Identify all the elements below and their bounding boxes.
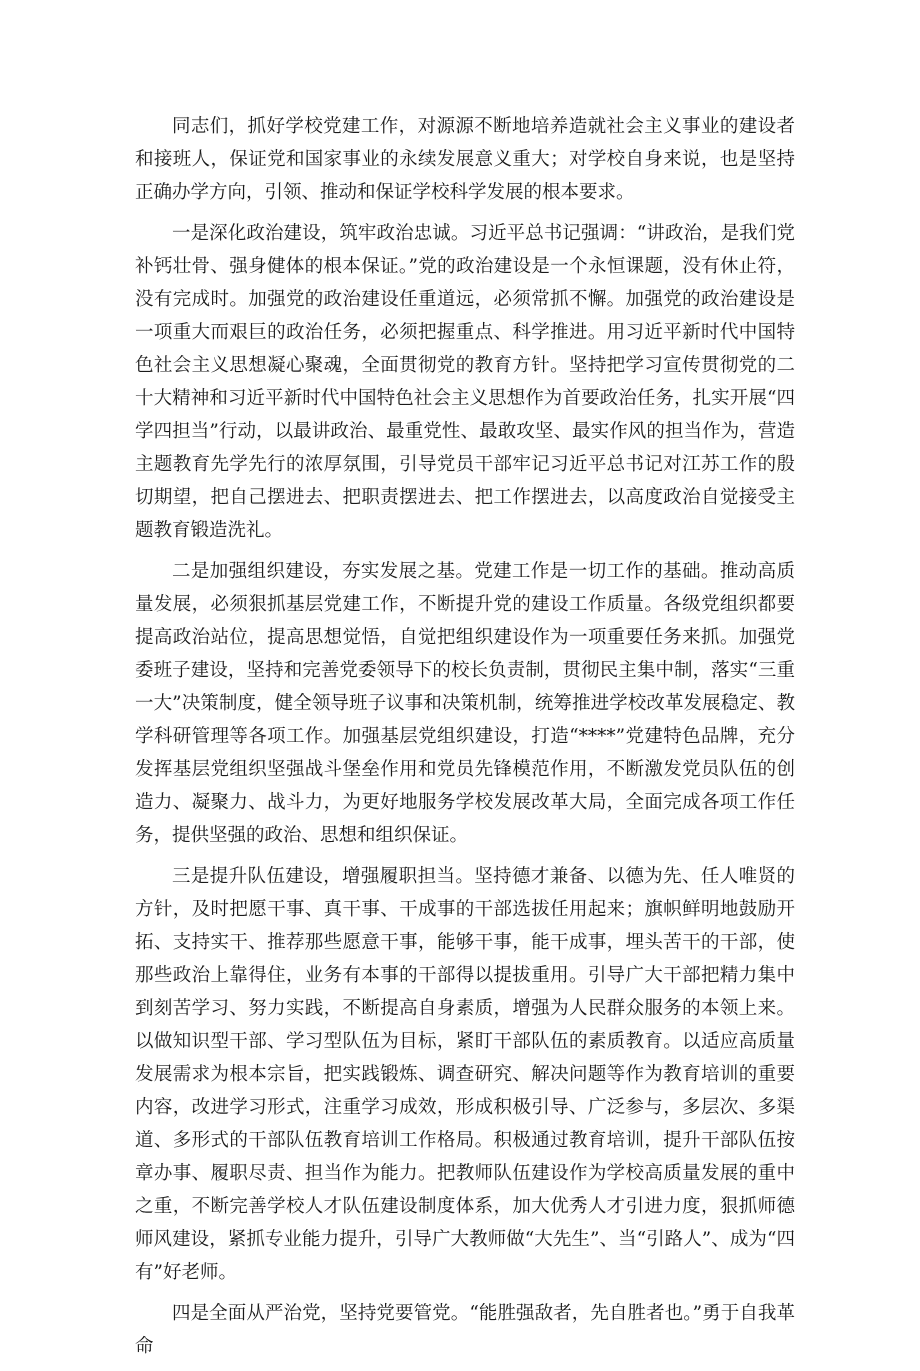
paragraph-strict-governance: 四是全面从严治党，坚持党要管党。“能胜强敌者，先自胜者也。”勇于自我革命 [135,1303,795,1357]
paragraph-intro: 同志们，抓好学校党建工作，对源源不断地培养造就社会主义事业的建设者和接班人，保证党和国家事业的永续发展意义重大；对学校自身来说，也是坚持正确办学方向，引领、推动和保证学校科学发展的根本要求。 [135,116,795,203]
paragraph-political-building: 一是深化政治建设，筑牢政治忠诚。习近平总书记强调：“讲政治，是我们党补钙壮骨、强身健体的根本保证。”党的政治建设是一个永恒课题，没有休止符，没有完成时。加强党的政治建设任重道远，必须常抓不懈。加强党的政治建设是一项重大而艰巨的政治任务，必须把握重点、科学推进。用习近平新时代中国特色社会主义思想凝心聚魂，全面贯彻党的教育方针。坚持把学习宣传贯彻党的二十大精神和习近平新时代中国特色社会主义思想作为首要政治任务，扎实开展“四学四担当”行动，以最讲政治、最重党性、最敢攻坚、最实作风的担当作为，营造主题教育先学先行的浓厚氛围，引导党员干部牢记习近平总书记对江苏工作的殷切期望，把自己摆进去、把职责摆进去、把工作摆进去，以高度政治自觉接受主题教育锻造洗礼。 [135,223,795,541]
document-body [135,110,795,1371]
paragraph-organization-building: 二是加强组织建设，夯实发展之基。党建工作是一切工作的基础。推动高质量发展，必须狠抓基层党建工作，不断提升党的建设工作质量。各级党组织都要提高政治站位，提高思想觉悟，自觉把组织建设作为一项重要任务来抓。加强党委班子建设，坚持和完善党委领导下的校长负责制，贯彻民主集中制，落实“三重一大”决策制度，健全领导班子议事和决策机制，统筹推进学校改革发展稳定、教学科研管理等各项工作。加强基层党组织建设，打造“****”党建特色品牌，充分发挥基层党组织坚强战斗堡垒作用和党员先锋模范作用，不断激发党员队伍的创造力、凝聚力、战斗力，为更好地服务学校发展改革大局，全面完成各项工作任务，提供坚强的政治、思想和组织保证。 [135,561,795,846]
paragraph-team-building: 三是提升队伍建设，增强履职担当。坚持德才兼备、以德为先、任人唯贤的方针，及时把愿干事、真干事、干成事的干部选拔任用起来；旗帜鲜明地鼓励开拓、支持实干、推荐那些愿意干事，能够干事，能干成事，埋头苦干的干部，使那些政治上靠得住，业务有本事的干部得以提拔重用。引导广大干部把精力集中到刻苦学习、努力实践，不断提高自身素质，增强为人民群众服务的本领上来。以做知识型干部、学习型队伍为目标，紧盯干部队伍的素质教育。以适应高质量发展需求为根本宗旨，把实践锻炼、调查研究、解决问题等作为教育培训的重要内容，改进学习形式，注重学习成效，形成积极引导、广泛参与，多层次、多渠道、多形式的干部队伍教育培训工作格局。积极通过教育培训，提升干部队伍按章办事、履职尽责、担当作为能力。把教师队伍建设作为学校高质量发展的重中之重，不断完善学校人才队伍建设制度体系，加大优秀人才引进力度，狠抓师德师风建设，紧抓专业能力提升，引导广大教师做“大先生”、当“引路人”、成为“四有”好老师。 [135,866,795,1283]
